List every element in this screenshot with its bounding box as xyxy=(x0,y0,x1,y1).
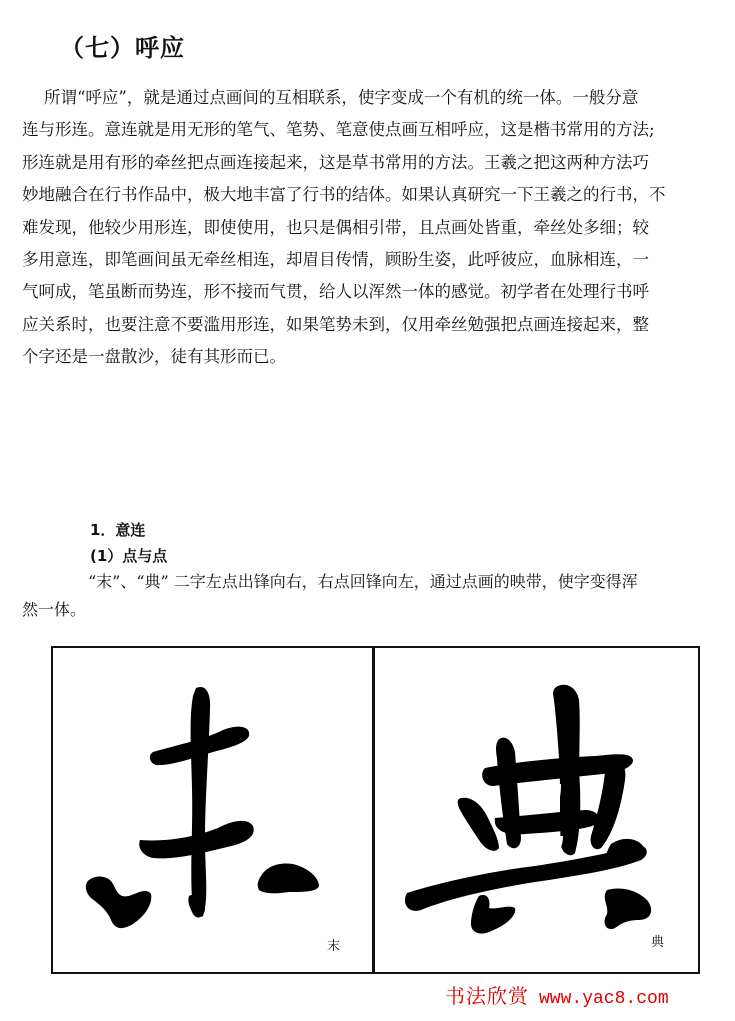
paragraph-line: 个字还是一盘散沙，徒有其形而已。 xyxy=(22,347,286,367)
figure-caption: 典 xyxy=(650,935,664,950)
description-line: “末”、“典” 二字左点出锋向右，右点回锋向左，通过点画的映带，使字变得浑 xyxy=(88,572,638,591)
paragraph-line: 难发现，他较少用形连，即使使用，也只是偶相引带，且点画处皆重，牵丝处多细；较 xyxy=(22,217,649,237)
subsection-title: 1．意连 xyxy=(90,521,146,539)
calligraphy-figure-mo xyxy=(51,646,374,974)
section-heading: （七）呼应 xyxy=(60,34,185,62)
watermark xyxy=(445,980,669,1009)
watermark-url: www.yac8.com xyxy=(539,989,669,1009)
paragraph-line: 多用意连，即笔画间虽无牵丝相连，却眉目传情，顾盼生姿，此呼彼应，血脉相连，一 xyxy=(22,250,649,270)
calligraphy-mo-glyph xyxy=(53,648,372,972)
paragraph-line: 所谓“呼应”，就是通过点画间的互相联系，使字变成一个有机的统一体。一般分意 xyxy=(44,88,639,107)
figure-caption: 末 xyxy=(326,939,340,954)
paragraph-line: 妙地融合在行书作品中，极大地丰富了行书的结体。如果认真研究一下王羲之的行书，不 xyxy=(22,185,666,205)
calligraphy-dian-glyph xyxy=(375,648,698,972)
watermark-chinese: 书法欣赏 xyxy=(445,984,529,1008)
calligraphy-figure-dian xyxy=(372,646,700,974)
item-description xyxy=(22,568,694,624)
paragraph-line: 应关系时，也要注意不要滥用形连，如果笔势未到，仅用牵丝勉强把点画连接起来，整 xyxy=(22,314,649,334)
body-paragraph xyxy=(22,82,694,374)
description-line: 然一体。 xyxy=(22,600,87,619)
paragraph-line: 形连就是用有形的牵丝把点画连接起来，这是草书常用的方法。王羲之把这两种方法巧 xyxy=(22,152,649,172)
item-title: (1）点与点 xyxy=(90,547,168,565)
paragraph-line: 连与形连。意连就是用无形的笔气、笔势、笔意使点画互相呼应，这是楷书常用的方法; xyxy=(22,120,655,140)
paragraph-line: 气呵成，笔虽断而势连，形不接而气贯，给人以浑然一体的感觉。初学者在处理行书呼 xyxy=(22,282,649,302)
